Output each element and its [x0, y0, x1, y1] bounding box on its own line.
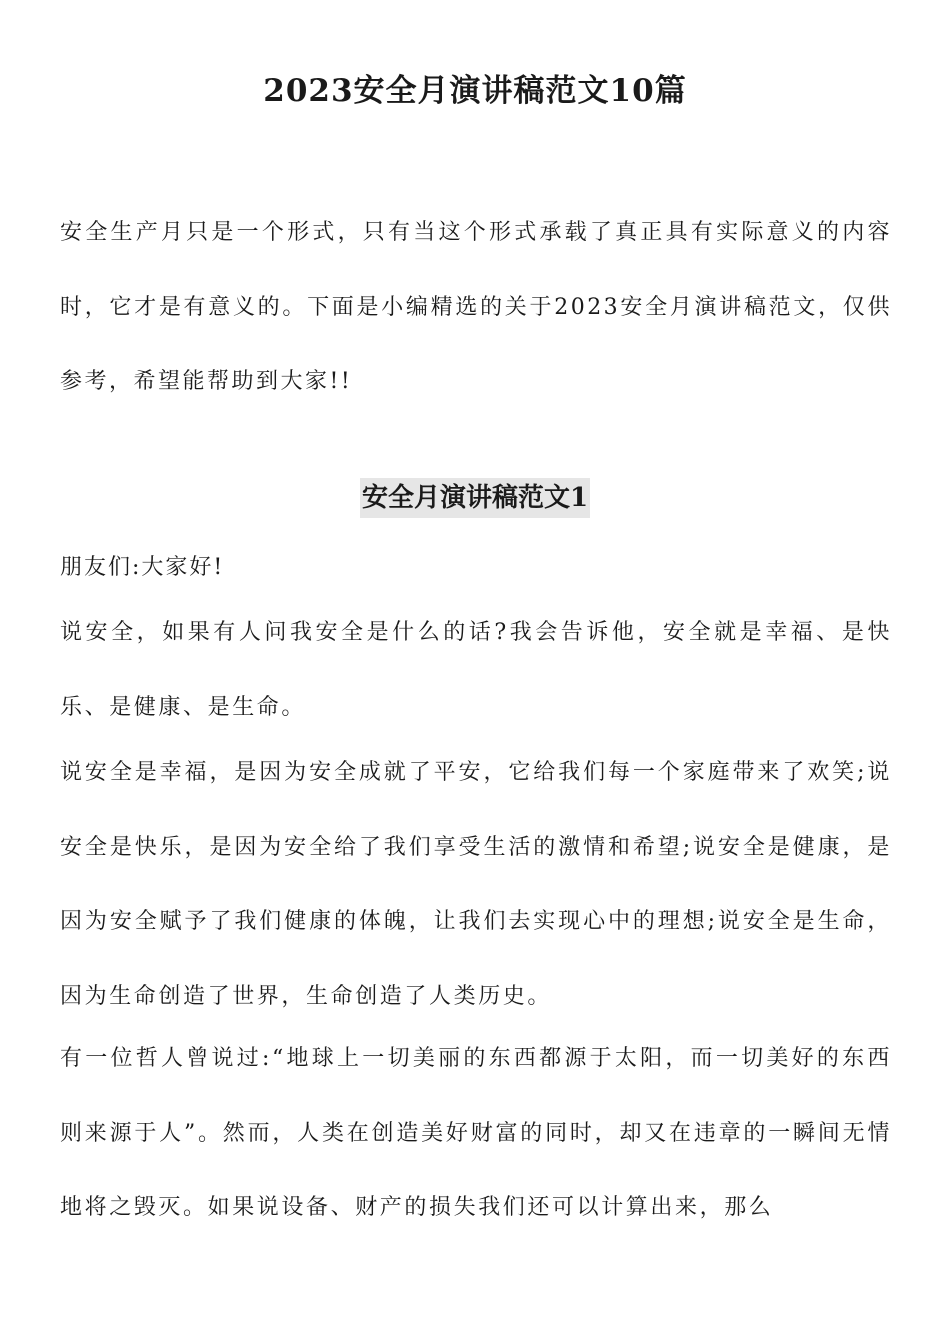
body-paragraph: 说安全，如果有人问我安全是什么的话?我会告诉他，安全就是幸福、是快乐、是健康、是生命。	[60, 620, 892, 720]
section-heading-text: 安全月演讲稿范文1	[360, 478, 590, 518]
intro-paragraph: 安全生产月只是一个形式，只有当这个形式承载了真正具有实际意义的内容时，它才是有意义的。下面是小编精选的关于2023安全月演讲稿范文，仅供参考，希望能帮助到大家!!	[60, 220, 892, 394]
section-heading	[0, 478, 950, 518]
body-paragraph: 说安全是幸福，是因为安全成就了平安，它给我们每一个家庭带来了欢笑;说安全是快乐，是因为安全给了我们享受生活的激情和希望;说安全是健康，是因为安全赋予了我们健康的体魄，让我们去实现心中的理想;说安全是生命，因为生命创造了世界，生命创造了人类历史。	[60, 760, 892, 1009]
body-paragraph: 有一位哲人曾说过:“地球上一切美丽的东西都源于太阳，而一切美好的东西则来源于人”。然而，人类在创造美好财富的同时，却又在违章的一瞬间无情地将之毁灭。如果说设备、财产的损失我们还可以计算出来，那么	[60, 1046, 892, 1220]
document-title: 2023安全月演讲稿范文10篇	[263, 73, 687, 109]
greeting-line: 朋友们:大家好!	[60, 555, 225, 580]
